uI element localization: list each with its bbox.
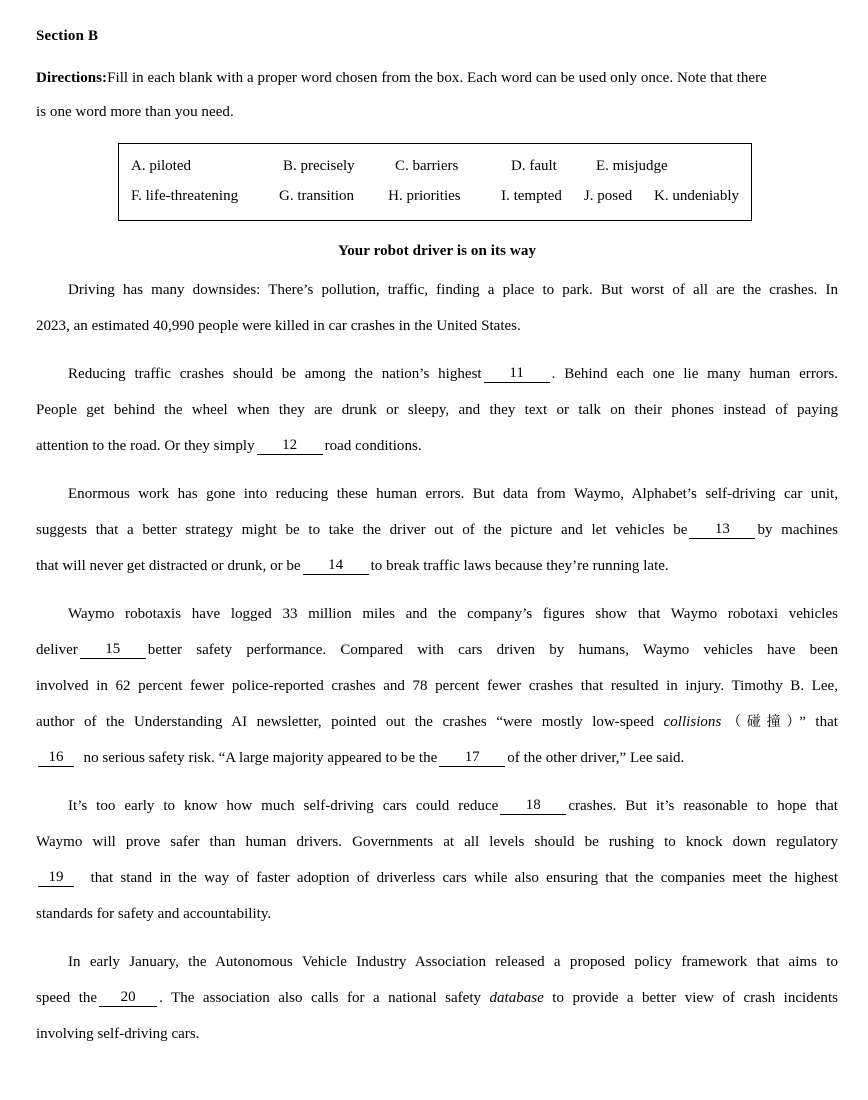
answer-blank-20[interactable]: 20: [99, 988, 157, 1007]
paragraph-4-line-4-text-b: ” that: [799, 714, 838, 730]
word-option-h: H. priorities: [388, 188, 461, 204]
paragraph-5-line-1-text-a: It’s too early to know how much self-driving cars could reduce: [68, 798, 499, 814]
paragraph-4-line-5-text-b: of the other driver,” Lee said.: [507, 750, 685, 766]
paragraph-4-line-2: [36, 632, 838, 668]
passage-title: Your robot driver is on its way: [337, 243, 537, 259]
answer-blank-19[interactable]: 19: [38, 868, 74, 887]
word-option-g: G. transition: [279, 188, 355, 204]
word-bank-box: [118, 143, 752, 221]
paragraph-5-line-3: [36, 860, 838, 896]
paragraph-3-line-3-text-a: that will never get distracted or drunk, or be: [36, 558, 301, 574]
word-option-f: F. life-threatening: [131, 188, 239, 204]
paragraph-2-line-1-text-a: Reducing traffic crashes should be among the nation’s highest: [68, 366, 482, 382]
paragraph-4-line-5-text-a: no serious safety risk. “A large majority appeared to be the: [83, 750, 438, 766]
paragraph-2-line-2: People get behind the wheel when they are drunk or sleepy, and they text or talk on their phones instead of paying: [36, 402, 838, 418]
paragraph-4-line-3: involved in 62 percent fewer police-reported crashes and 78 percent fewer crashes that resulted in injury. Timothy B. Lee,: [36, 678, 838, 694]
paragraph-2-line-1: [36, 356, 838, 392]
paragraph-1-line-1-text: Driving has many downsides: There’s pollution, traffic, finding a place to park. But worst of all are the crashes. In: [68, 282, 838, 298]
word-option-j: J. posed: [583, 188, 633, 204]
paragraph-3-line-1: [36, 476, 838, 512]
paragraph-6-italic-database: database: [489, 990, 544, 1006]
word-option-e: E. misjudge: [596, 158, 668, 174]
directions-block: [36, 61, 836, 129]
paragraph-4-line-4-text-a: author of the Understanding AI newsletter, pointed out the crashes “were mostly low-speed: [36, 714, 664, 730]
section-title: Section B: [36, 28, 99, 44]
paragraph-6-line-1-text: In early January, the Autonomous Vehicle Industry Association released a proposed policy framework that aims to: [68, 954, 838, 970]
word-option-c: C. barriers: [395, 158, 459, 174]
paragraph-1-line-2: 2023, an estimated 40,990 people were killed in car crashes in the United States.: [36, 318, 521, 334]
word-option-d: D. fault: [511, 158, 557, 174]
word-option-k: K. undeniably: [654, 188, 739, 204]
paragraph-3-line-1-text: Enormous work has gone into reducing these human errors. But data from Waymo, Alphabet’s self-driving car unit,: [68, 486, 838, 502]
answer-blank-18[interactable]: 18: [500, 796, 566, 815]
paragraph-2: [36, 356, 838, 464]
directions-text-line2: is one word more than you need.: [36, 104, 234, 120]
paragraph-3-line-2-text-a: suggests that a better strategy might be to take the driver out of the picture and let vehicles be: [36, 522, 688, 538]
word-option-b: B. precisely: [283, 158, 355, 174]
paragraph-3-line-2: [36, 512, 838, 548]
paragraph-5-line-1: [36, 788, 838, 824]
paragraph-3-line-2-text-b: by machines: [757, 522, 838, 538]
answer-blank-16[interactable]: 16: [38, 748, 74, 767]
paragraph-2-line-3-text-b: road conditions.: [324, 438, 422, 454]
directions-label: Directions:: [36, 70, 108, 86]
paragraph-4-line-2-text-b: better safety performance. Compared with cars driven by humans, Waymo vehicles have been: [147, 642, 838, 658]
paragraph-5-line-1-text-b: crashes. But it’s reasonable to hope that: [568, 798, 838, 814]
paragraph-1-line-1: [36, 272, 838, 308]
word-option-i: I. tempted: [501, 188, 562, 204]
paragraph-6-line-2-text-a: speed the: [36, 990, 98, 1006]
paragraph-5-line-3-text-b: that stand in the way of faster adoption of driverless cars while also ensuring that the companies meet the highest: [90, 870, 839, 886]
answer-blank-11[interactable]: 11: [484, 364, 550, 383]
paragraph-3-line-3-text-b: to break traffic laws because they’re running late.: [370, 558, 669, 574]
answer-blank-13[interactable]: 13: [689, 520, 755, 539]
paragraph-5: [36, 788, 838, 932]
paragraph-5-line-2: Waymo will prove safer than human drivers. Governments at all levels should be rushing to knock down regulatory: [36, 834, 838, 850]
paragraph-2-line-1-text-b: . Behind each one lie many human errors.: [551, 366, 838, 382]
paragraph-4-line-1-text: Waymo robotaxis have logged 33 million miles and the company’s figures show that Waymo robotaxi vehicles: [68, 606, 838, 622]
paragraph-6-line-2: [36, 980, 838, 1016]
paragraph-5-line-4: standards for safety and accountability.: [36, 906, 272, 922]
paragraph-6: [36, 944, 838, 1052]
answer-blank-12[interactable]: 12: [257, 436, 323, 455]
word-bank-row-1: [131, 151, 739, 181]
answer-blank-14[interactable]: 14: [303, 556, 369, 575]
paragraph-6-line-2-text-b: . The association also calls for a national safety: [159, 990, 490, 1006]
paragraph-6-line-3: involving self-driving cars.: [36, 1026, 200, 1042]
paragraph-4-chinese-gloss: （碰撞）: [721, 714, 800, 730]
paragraph-4-line-4: [36, 704, 838, 740]
word-option-a: A. piloted: [131, 158, 191, 174]
paragraph-1: [36, 272, 838, 344]
answer-blank-17[interactable]: 17: [439, 748, 505, 767]
paragraph-2-line-3-text-a: attention to the road. Or they simply: [36, 438, 255, 454]
word-bank-row-2: [131, 181, 739, 211]
paragraph-4: [36, 596, 838, 776]
paragraph-4-line-1: [36, 596, 838, 632]
directions-text-line1: Fill in each blank with a proper word chosen from the box. Each word can be used only once. Note that there: [107, 70, 767, 86]
paragraph-4-line-2-text-a: deliver: [36, 642, 78, 658]
paragraph-3: [36, 476, 838, 584]
paragraph-6-line-2-text-c: to provide a better view of crash incidents: [543, 990, 838, 1006]
paragraph-4-italic-collisions: collisions: [663, 714, 722, 730]
page-bottom-margin: [36, 1052, 838, 1100]
answer-blank-15[interactable]: 15: [80, 640, 146, 659]
paragraph-6-line-1: [36, 944, 838, 980]
